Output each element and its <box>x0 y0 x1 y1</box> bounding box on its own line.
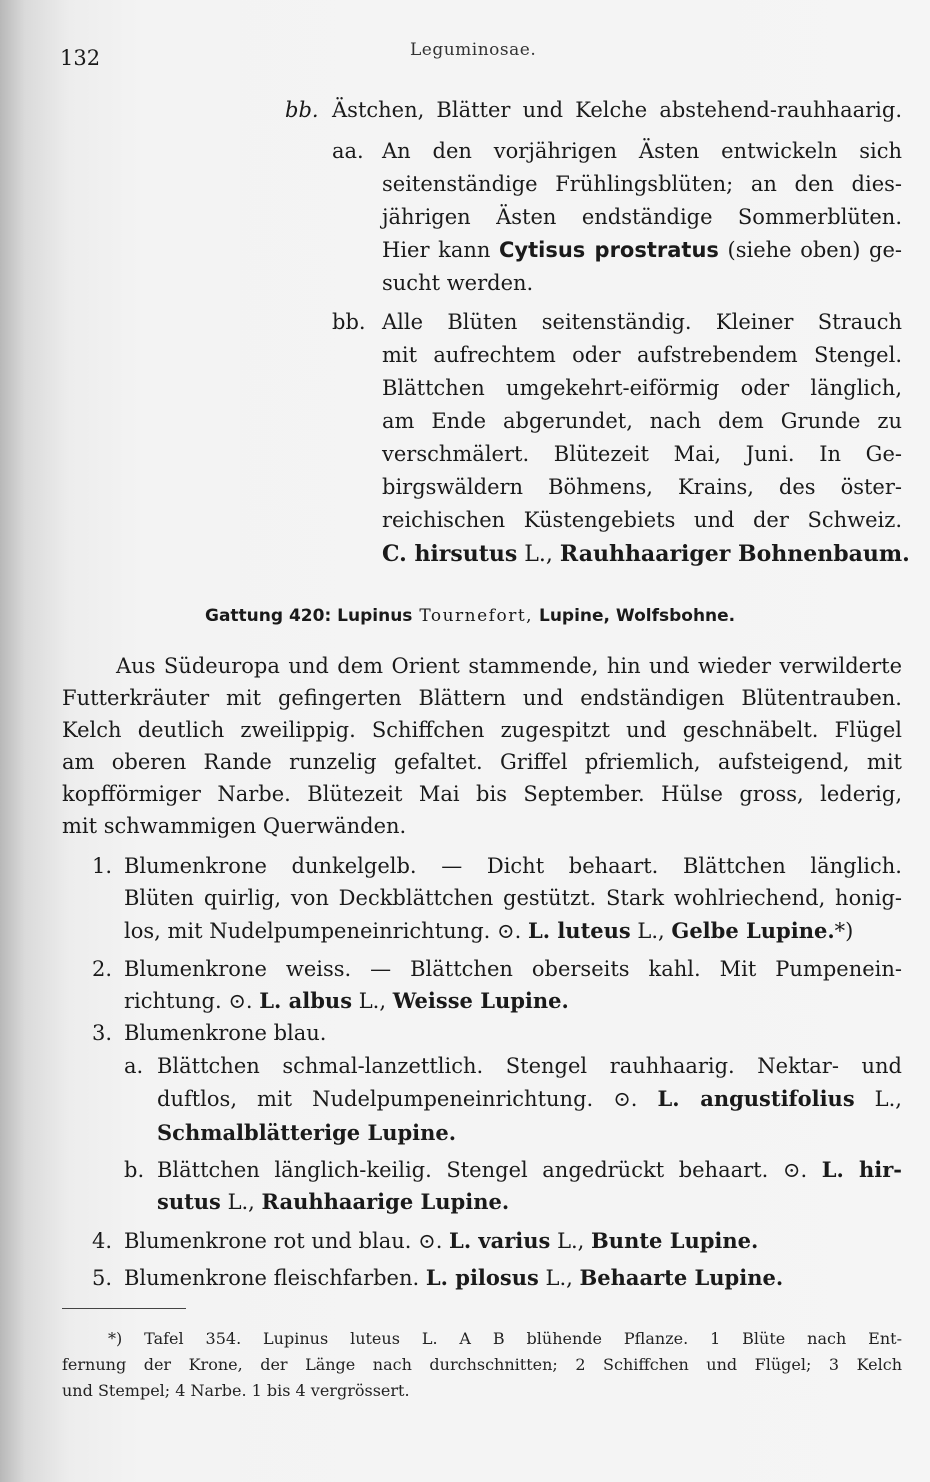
key-bb-text: Ästchen, Blätter und Kelche abstehend-rauhhaarig. <box>332 98 902 122</box>
key-bb2-line: am Ende abgerundet, nach dem Grunde zu <box>382 409 902 433</box>
species-name: L. albus <box>259 988 353 1013</box>
description-line: Aus Südeuropa und dem Orient stammende, hin und wieder verwilderte <box>116 654 902 678</box>
description-line: Futterkräuter mit gefingerten Blättern und endständigen Blütentrauben. <box>62 686 902 710</box>
description-line: kopfförmiger Narbe. Blütezeit Mai bis September. Hülse gross, lederig, <box>62 782 902 806</box>
key-number: 4. <box>92 1229 113 1253</box>
species-name: L. varius <box>449 1228 551 1253</box>
key3b-line: sutus L., Rauhhaarige Lupine. <box>157 1189 510 1214</box>
key-bb2-line: verschmälert. Blütezeit Mai, Juni. In Ge- <box>382 442 902 466</box>
key2-line: Blumenkrone weiss. — Blättchen oberseits kahl. Mit Pumpenein- <box>124 957 902 981</box>
species-name: Cytisus prostratus <box>499 238 719 262</box>
species-name: L. angustifolius <box>657 1086 855 1111</box>
key-label-aa: aa. <box>332 139 364 163</box>
key-number: 1. <box>92 854 113 878</box>
key1-line: Blüten quirlig, von Deckblättchen gestützt. Stark wohlriechend, honig- <box>124 886 902 910</box>
footnote-line: fernung der Krone, der Länge nach durchschnitten; 2 Schiffchen und Flügel; 3 Kelch <box>62 1355 902 1374</box>
footnote-divider <box>62 1308 186 1309</box>
key-aa-line: seitenständige Frühlingsblüten; an den dies- <box>382 172 902 196</box>
footnote-mark: *) <box>834 919 854 943</box>
key4-line: Blumenkrone rot und blau. ⊙. L. varius L., Bunte Lupine. <box>124 1228 759 1253</box>
common-name: Weisse Lupine. <box>392 988 569 1013</box>
key-aa-line: Hier kann Cytisus prostratus (siehe oben) ge- <box>382 238 903 262</box>
genus-heading: Gattung 420: Lupinus Tournefort, Lupine, Wolfsbohne. <box>205 606 736 626</box>
description-line: Kelch deutlich zweilippig. Schiffchen zugespitzt und geschnäbelt. Flügel <box>62 718 902 742</box>
key3a-line: duftlos, mit Nudelpumpeneinrichtung. ⊙. L. angustifolius L., <box>157 1086 902 1111</box>
key-bb2-line: birgswäldern Böhmens, Krains, des öster- <box>382 475 902 499</box>
common-name: Rauhhaarige Lupine. <box>261 1189 510 1214</box>
key-label-b: b. <box>124 1158 145 1182</box>
page-number: 132 <box>60 46 101 70</box>
key-aa-line: jährigen Ästen endständige Sommerblüten. <box>382 205 902 229</box>
key1-line: los, mit Nudelpumpeneinrichtung. ⊙. L. luteus L., Gelbe Lupine.*) <box>124 918 854 943</box>
species-name: L. hir- <box>821 1157 902 1182</box>
key-bb2-line: reichischen Küstengebiets und der Schweiz. <box>382 508 902 532</box>
species-name: sutus <box>157 1189 221 1214</box>
running-title: Leguminosae. <box>410 40 537 60</box>
key2-line: richtung. ⊙. L. albus L., Weisse Lupine. <box>124 988 569 1013</box>
key-label-a: a. <box>124 1054 144 1078</box>
footnote-line: und Stempel; 4 Narbe. 1 bis 4 vergrössert. <box>62 1381 410 1400</box>
key-number: 2. <box>92 957 113 981</box>
key1-line: Blumenkrone dunkelgelb. — Dicht behaart. Blättchen länglich. <box>124 854 902 878</box>
key3a-line: Blättchen schmal-lanzettlich. Stengel rauhhaarig. Nektar- und <box>157 1054 902 1078</box>
key-bb2-line: mit aufrechtem oder aufstrebendem Stengel. <box>382 343 902 367</box>
key-aa-line: An den vorjährigen Ästen entwickeln sich <box>382 139 902 163</box>
key-bb2-line: Blättchen umgekehrt-eiförmig oder länglich, <box>382 376 902 400</box>
key-label-bb: bb. <box>285 98 319 122</box>
species-name: L. luteus <box>527 918 631 943</box>
key-aa-line: sucht werden. <box>382 271 534 295</box>
common-name: Behaarte Lupine. <box>579 1265 784 1290</box>
description-line: am oberen Rande runzelig gefaltet. Griffel pfriemlich, aufsteigend, mit <box>62 750 902 774</box>
common-name: Rauhhaariger Bohnenbaum. <box>559 541 910 567</box>
footnote-line: *) Tafel 354. Lupinus luteus L. A B blühende Pflanze. 1 Blüte nach Ent- <box>108 1329 902 1348</box>
key-number: 3. <box>92 1021 113 1045</box>
common-name: Gelbe Lupine. <box>671 918 835 943</box>
common-name: Schmalblätterige Lupine. <box>157 1120 457 1145</box>
key3b-line: Blättchen länglich-keilig. Stengel angedrückt behaart. ⊙. L. hir- <box>157 1157 902 1182</box>
species-entry: C. hirsutus L., Rauhhaariger Bohnenbaum. <box>382 541 910 567</box>
key5-line: Blumenkrone fleischfarben. L. pilosus L., Behaarte Lupine. <box>124 1265 784 1290</box>
description-line: mit schwammigen Querwänden. <box>62 814 407 838</box>
key-bb2-line: Alle Blüten seitenständig. Kleiner Strauch <box>382 310 902 334</box>
common-name: Bunte Lupine. <box>591 1228 759 1253</box>
key-number: 5. <box>92 1266 113 1290</box>
species-name: C. hirsutus <box>382 541 518 567</box>
key-label-bb2: bb. <box>332 310 366 334</box>
key3-line: Blumenkrone blau. <box>124 1021 327 1045</box>
species-name: L. pilosus <box>425 1265 539 1290</box>
